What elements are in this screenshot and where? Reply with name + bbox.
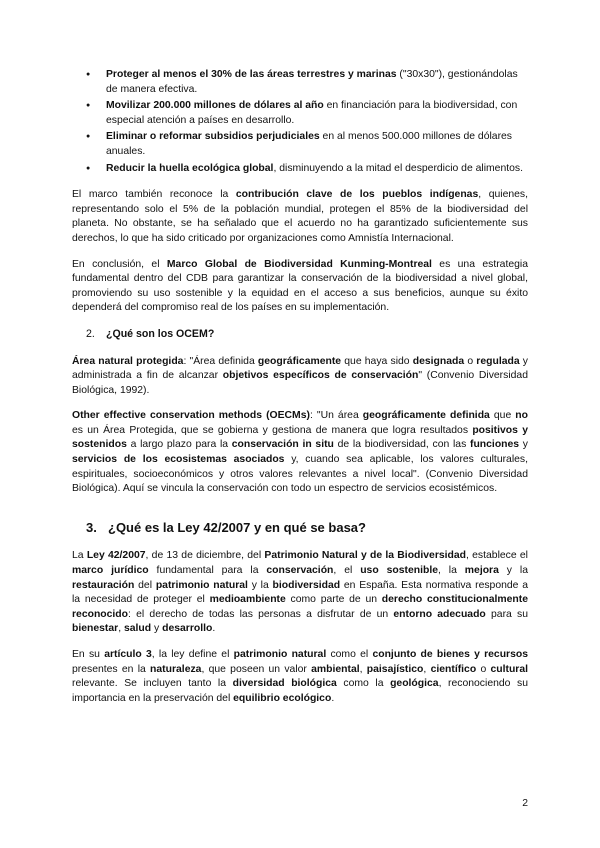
list-item: ● Reducir la huella ecológica global, disminuyendo a la mitad el desperdicio de alimentos. bbox=[72, 162, 528, 177]
document-page bbox=[72, 68, 528, 717]
paragraph-ley-42-2007: La Ley 42/2007, de 13 de diciembre, del Patrimonio Natural y de la Biodiversidad, establece el marco jurídico fundamental para la conservación, el uso sostenible, la mejora y la restauración del patrimonio natural y la biodiversidad en España. Esta normativa responde a la necesidad de proteger el medioambiente como parte de un derecho constitucionalmente reconocido: el derecho de todas las personas a disfrutar de un entorno adecuado para su bienestar, salud y desarrollo. bbox=[72, 550, 529, 635]
list-item: ● Movilizar 200.000 millones de dólares al año en financiación para la biodiversidad, con especial atención a países en desarrollo. bbox=[72, 99, 528, 128]
subheading-ocem: 2. ¿Qué son los OCEM? bbox=[86, 327, 215, 340]
section-heading-ley: 3. ¿Qué es la Ley 42/2007 y en qué se basa? bbox=[86, 519, 366, 535]
paragraph-indigenous-peoples: El marco también reconoce la contribución clave de los pueblos indígenas, quienes, representando solo el 5% de la población mundial, protegen el 85% de la biodiversidad del planeta. No obstante, se ha señalado que el acuerdo no ha garantizado suficientemente sus derechos, lo que ha sido criticado por organizaciones como Amnistía Internacional. bbox=[72, 189, 528, 244]
page-number: 2 bbox=[522, 798, 528, 809]
paragraph-conclusion: En conclusión, el Marco Global de Biodiversidad Kunming-Montreal es una estrategia fundamental dentro del CDB para garantizar la conservación de la biodiversidad a nivel global, promoviendo su uso sostenible y la equidad en el acceso a sus beneficios, aunque su éxito dependerá del compromiso real de los países en su implementación. bbox=[72, 258, 528, 314]
list-item: ● Eliminar o reformar subsidios perjudiciales en al menos 500.000 millones de dólares anuales. bbox=[72, 130, 528, 159]
paragraph-article-3: En su artículo 3, la ley define el patrimonio natural como el conjunto de bienes y recursos presentes en la naturaleza, que poseen un valor ambiental, paisajístico, científico o cultural relevante. Se incluyen tanto la diversidad biológica como la geológica, reconociendo su importancia en la preservación del equilibrio ecológico. bbox=[72, 649, 529, 704]
targets-bullet-list bbox=[72, 68, 528, 176]
paragraph-protected-area-definition: Área natural protegida: "Área definida geográficamente que haya sido designada o regulada y administrada a fin de alcanzar objetivos específicos de conservación" (Convenio Diversidad Biológica, 1992). bbox=[72, 355, 528, 396]
paragraph-oecm-definition: Other effective conservation methods (OECMs): "Un área geográficamente definida que no es un Área Protegida, que se gobierna y gestiona de manera que logra resultados positivos y sostenidos a largo plazo para la conservación in situ de la biodiversidad, con las funciones y servicios de los ecosistemas asociados y, cuando sea aplicable, los valores culturales, espirituales, socioeconómicos y otros valores relevantes a nivel local". (Convenio Diversidad Biológica). Aquí se vincula la conservación con todo un espectro de servicios ecosistémicos. bbox=[72, 410, 529, 495]
list-item: ● Proteger al menos el 30% de las áreas terrestres y marinas ("30x30"), gestionándolas de manera efectiva. bbox=[72, 68, 528, 97]
